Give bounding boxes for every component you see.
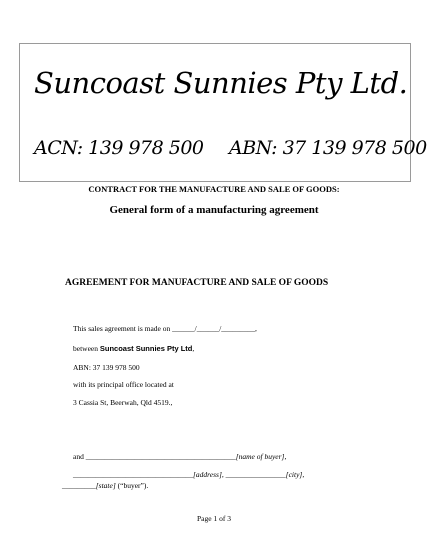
acn-number: ACN: 139 978 500 xyxy=(34,137,204,159)
office-address: 3 Cassia St, Beerwah, Qld 4519., xyxy=(73,398,173,407)
buyer-name-line xyxy=(73,452,286,461)
address-sep: , ________________ xyxy=(221,470,286,479)
seller-name: Suncoast Sunnies Pty Ltd xyxy=(99,344,193,353)
buyer-name-label: [name of buyer] xyxy=(235,452,285,461)
state-end: (“buyer”). xyxy=(115,481,149,490)
state-blank: _________ xyxy=(62,481,96,490)
seller-abn: ABN: 37 139 978 500 xyxy=(73,363,140,372)
abn-number: ABN: 37 139 978 500 xyxy=(229,137,427,159)
buyer-name-end: , xyxy=(284,452,287,461)
company-name: Suncoast Sunnies Pty Ltd. xyxy=(34,66,408,100)
agreement-subtitle: General form of a manufacturing agreement xyxy=(109,204,319,216)
city-end: , xyxy=(302,470,305,479)
buyer-address-line xyxy=(73,470,304,479)
page-number: Page 1 of 3 xyxy=(197,514,231,523)
agreement-heading: AGREEMENT FOR MANUFACTURE AND SALE OF GOODS xyxy=(65,278,329,288)
address-blank: ________________________________ xyxy=(73,470,193,479)
buyer-state-line xyxy=(62,481,148,490)
agreement-date-line: This sales agreement is made on ______/______/_________, xyxy=(73,324,257,333)
buyer-name-blank: and ________________________________________ xyxy=(73,452,236,461)
contract-title: CONTRACT FOR THE MANUFACTURE AND SALE OF GOODS: xyxy=(88,184,340,194)
seller-line xyxy=(73,344,194,353)
address-label: [address] xyxy=(193,470,222,479)
seller-prefix: between xyxy=(73,344,100,353)
city-label: [city] xyxy=(285,470,303,479)
seller-suffix: , xyxy=(192,344,195,353)
letterhead-box xyxy=(19,43,427,182)
office-intro: with its principal office located at xyxy=(73,380,174,389)
state-label: [state] xyxy=(95,481,116,490)
